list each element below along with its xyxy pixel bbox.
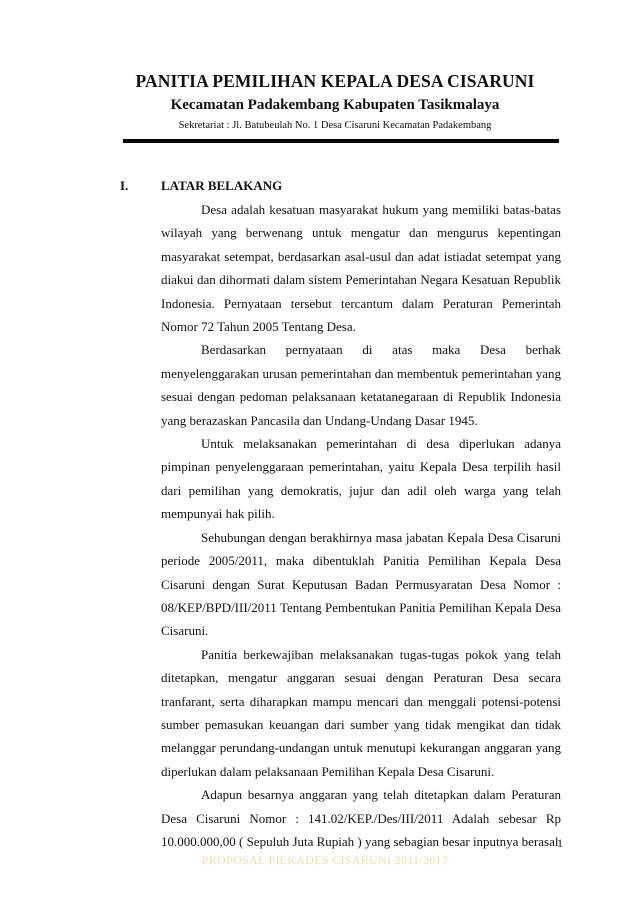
letterhead [110,70,560,133]
footer-running-title: PROPOSAL PILKADES CISARUNI 2011/2017 [201,853,449,867]
section-number: I. [120,178,129,193]
letterhead-subtitle: Kecamatan Padakembang Kabupaten Tasikmalaya [170,97,500,113]
paragraph: Desa adalah kesatuan masyarakat hukum yang memiliki batas-batas wilayah yang berwenang untuk mengatur dan mengurus kepentingan masyarakat setempat, berdasarkan asal-usul dan adat istiadat setempat yang diakui dan dihormati dalam sistem Pemerintahan Negara Kesatuan Republik Indonesia. Pernyataan tersebut tercantum dalam Peraturan Pemerintah Nomor 72 Tahun 2005 Tentang Desa. [161,202,561,335]
paragraph: Adapun besarnya anggaran yang telah ditetapkan dalam Peraturan Desa Cisaruni Nomor : 141.02/KEP./Des/III/2011 Adalah sebesar Rp 10.000.000,00 ( Sepuluh Juta Rupiah ) yang sebagian besar inputnya berasal [161,787,561,849]
letterhead-address: Sekretariat : Jl. Batubeulah No. 1 Desa Cisaruni Kecamatan Padakembang [178,120,492,131]
paragraph: Sehubungan dengan berakhirnya masa jabatan Kepala Desa Cisaruni periode 2005/2011, maka dibentuklah Panitia Pemilihan Kepala Desa Cisaruni dengan Surat Keputusan Badan Permusyaratan Desa Nomor : 08/KEP/BPD/III/2011 Tentang Pembentukan Panitia Pemilihan Kepala Desa Cisaruni. [161,529,561,639]
paragraph: Berdasarkan pernyataan di atas maka Desa berhak menyelenggarakan urusan pemerintahan dan membentuk pemerintahan yang sesuai dengan pedoman pelaksanaan ketatanegaraan di Republik Indonesia yang berazaskan Pancasila dan Undang-Undang Dasar 1945. [161,342,561,428]
letterhead-divider [123,139,559,143]
paragraph: Panitia berkewajiban melaksanakan tugas-tugas pokok yang telah ditetapkan, mengatur anggaran sesuai dengan Peraturan Desa secara tranfarant, serta diharapkan mampu mencari dan menggali potensi-potensi sumber pemasukan keuangan dari sumber yang tidak mengikat dan tidak melanggar perundang-undangan untuk menutupi kekurangan anggaran yang diperlukan dalam pelaksanaan Pemilihan Kepala Desa Cisaruni. [161,646,561,779]
section-body [161,198,561,853]
paragraph: Untuk melaksanakan pemerintahan di desa diperlukan adanya pimpinan penyelenggaraan pemerintahan, yaitu Kepala Desa terpilih hasil dari pemilihan yang demokratis, jujur dan adil oleh warga yang telah mempunyai hak pilih. [161,436,561,522]
page-number: 1 [557,836,563,850]
letterhead-title: PANITIA PEMILIHAN KEPALA DESA CISARUNI [135,71,535,91]
section-heading: LATAR BELAKANG [161,178,283,193]
